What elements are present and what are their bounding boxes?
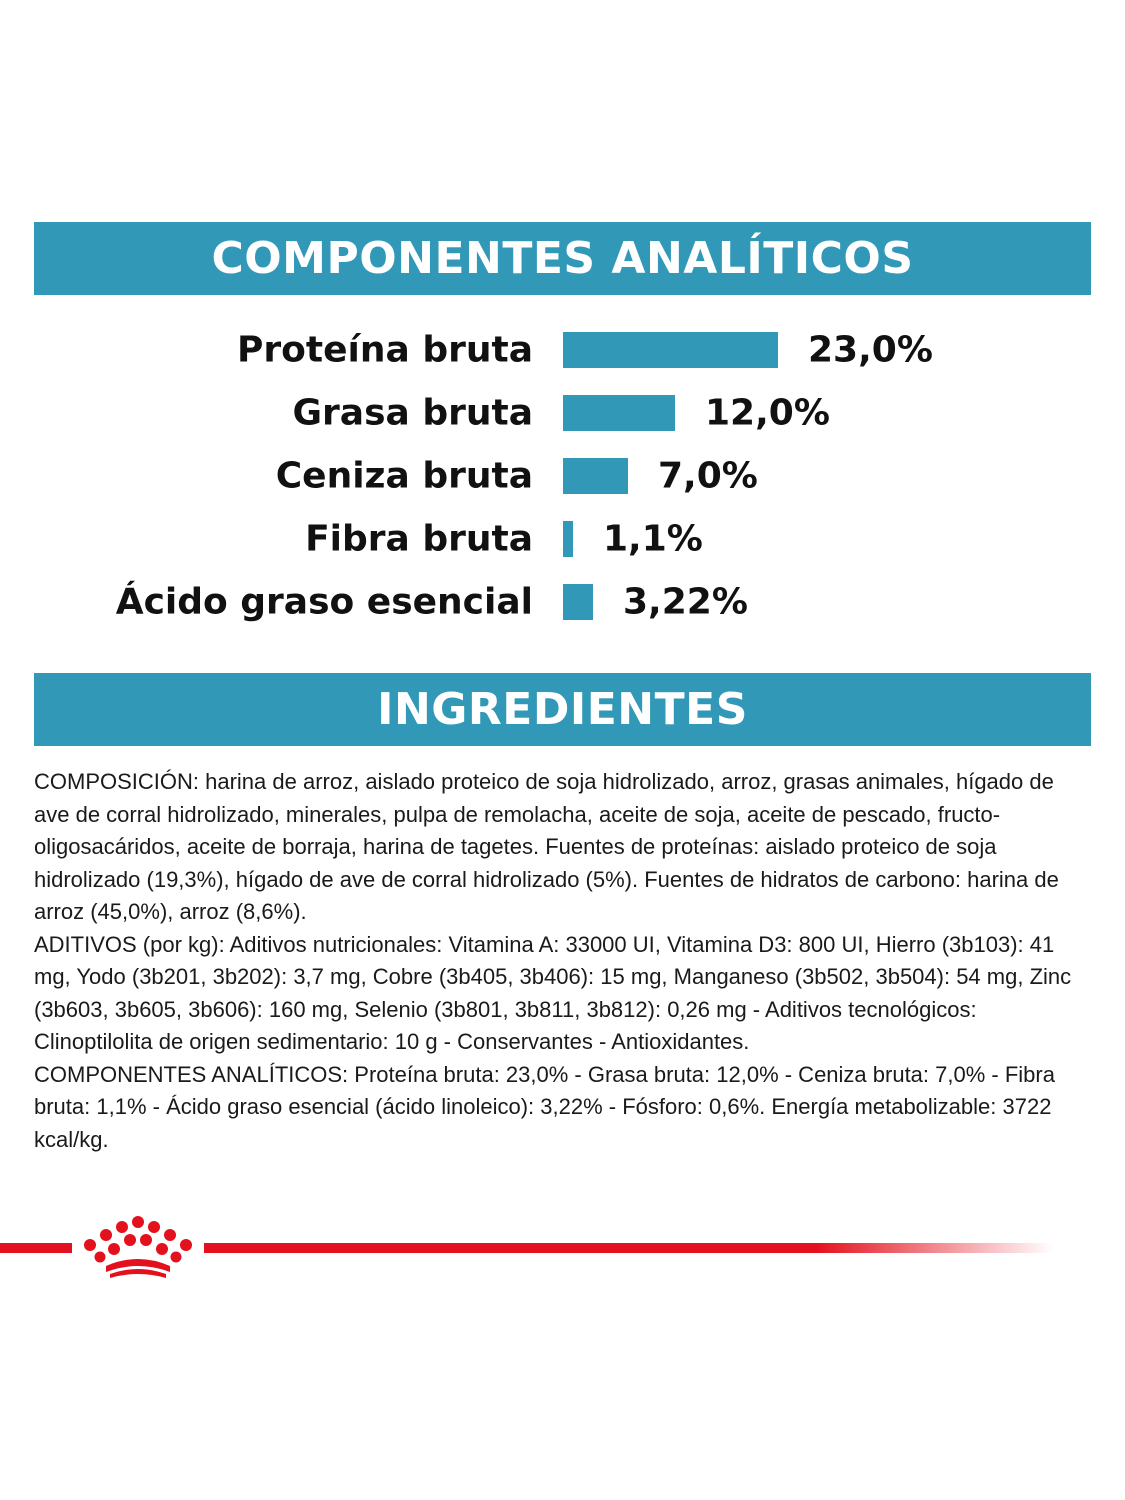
analytical-components-paragraph: COMPONENTES ANALÍTICOS: Proteína bruta: 23,0% - Grasa bruta: 12,0% - Ceniza bruta: 7,0% - Fibra bruta: 1,1% - Ácido graso esencial (ácido linoleico): 3,22% - Fósforo: 0,6%. Energía metabolizable: 3722 kcal/kg. <box>34 1061 1055 1152</box>
ingredients-section-title: INGREDIENTES <box>377 684 748 735</box>
chart-row <box>0 514 1125 564</box>
chart-row <box>0 325 1125 375</box>
chart-bar <box>563 395 675 431</box>
chart-row <box>0 577 1125 627</box>
ingredients-section-banner <box>34 673 1091 746</box>
composition-paragraph: COMPOSICIÓN: harina de arroz, aislado proteico de soja hidrolizado, arroz, grasas animales, hígado de ave de corral hidrolizado, minerales, pulpa de remolacha, aceite de soja, aceite de pescado, fructo-oligosacáridos, aceite de borraja, harina de tagetes. Fuentes de proteínas: aislado proteico de soja hidrolizado (19,3%), hígado de ave de corral hidrolizado (5%). Fuentes de hidratos de carbono: harina de arroz (45,0%), arroz (8,6%). <box>34 769 1059 924</box>
chart-bar <box>563 332 778 368</box>
ingredients-text <box>34 766 1094 1156</box>
chart-bar <box>563 458 628 494</box>
crown-icon <box>76 1214 200 1282</box>
chart-category-label: Grasa bruta <box>292 392 533 434</box>
chart-value-label: 1,1% <box>603 518 703 560</box>
chart-category-label: Ácido graso esencial <box>115 581 533 623</box>
chart-row <box>0 451 1125 501</box>
chart-category-label: Fibra bruta <box>305 518 533 560</box>
chart-value-label: 23,0% <box>808 329 933 371</box>
additives-paragraph: ADITIVOS (por kg): Aditivos nutricionales: Vitamina A: 33000 UI, Vitamina D3: 800 UI, Hierro (3b103): 41 mg, Yodo (3b201, 3b202): 3,7 mg, Cobre (3b405, 3b406): 15 mg, Manganeso (3b502, 3b504): 54 mg, Zinc (3b603, 3b605, 3b606): 160 mg, Selenio (3b801, 3b811, 3b812): 0,26 mg - Aditivos tecnológicos: Clinoptilolita de origen sedimentario: 10 g - Conservantes - Antioxidantes. <box>34 931 1072 1054</box>
chart-value-label: 7,0% <box>658 455 758 497</box>
chart-category-label: Proteína bruta <box>237 329 533 371</box>
chart-bar <box>563 584 593 620</box>
chart-value-label: 12,0% <box>705 392 830 434</box>
footer-red-line-right <box>204 1243 1054 1253</box>
chart-row <box>0 388 1125 438</box>
chart-value-label: 3,22% <box>623 581 748 623</box>
chart-category-label: Ceniza bruta <box>275 455 533 497</box>
footer-red-line-left <box>0 1243 72 1253</box>
chart-bar <box>563 521 573 557</box>
analytics-section-title: COMPONENTES ANALÍTICOS <box>211 233 914 284</box>
analytics-section-banner <box>34 222 1091 295</box>
